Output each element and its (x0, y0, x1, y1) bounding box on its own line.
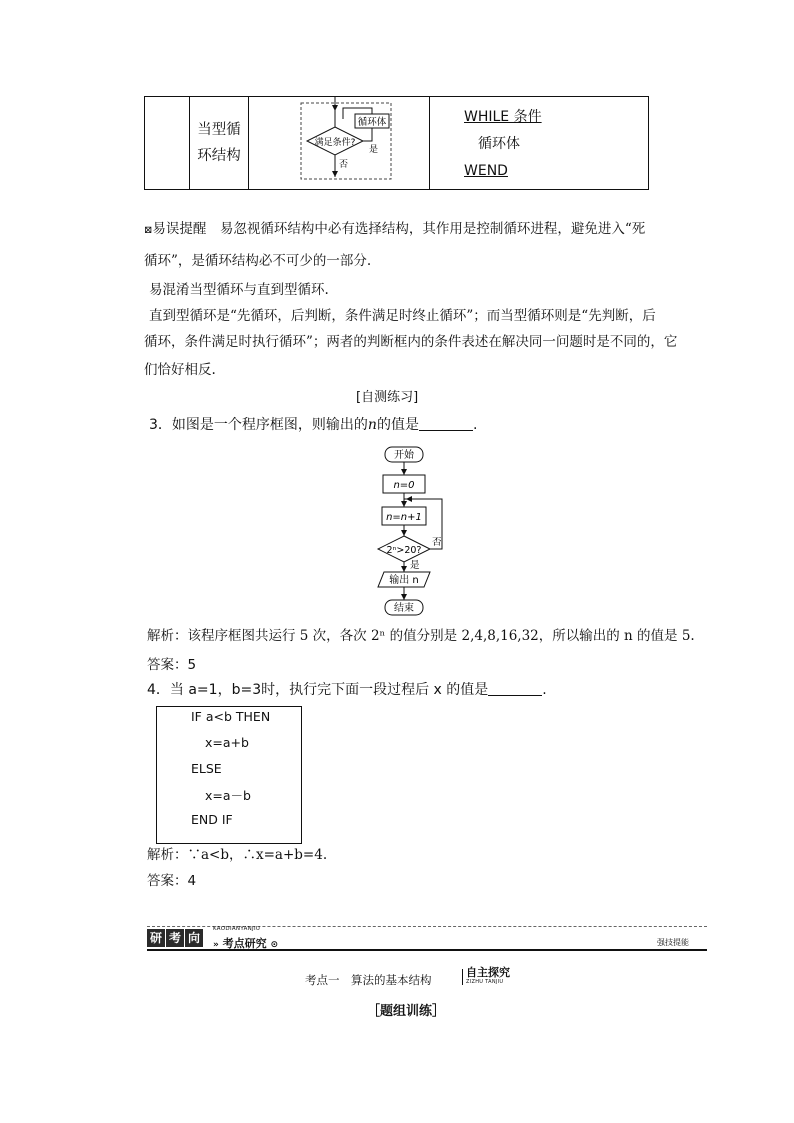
flow-yes-label: 是 (410, 560, 420, 571)
loop-body-label: 循环体 (357, 117, 387, 128)
condition-label: 满足条件? (314, 138, 356, 148)
banner-char-1: 研 (147, 929, 165, 947)
q3-answer: 答案：5 (147, 657, 197, 673)
while-code-line3: WEND (464, 163, 508, 179)
q3-question: 3．如图是一个程序框图，则输出的n的值是 . (149, 417, 478, 433)
flow-init-label: n=0 (393, 480, 415, 491)
tips-heading: 易误提醒 (152, 221, 207, 237)
banner-title: » 考点研究 ⊙ (213, 937, 279, 950)
q3-answer-blank (419, 416, 473, 431)
banner-char-3: 向 (185, 929, 203, 947)
banner-right-label: 强技提能 (657, 938, 689, 947)
q3-analysis: 解析：该程序框图共运行 5 次，各次 2ⁿ 的值分别是 2,4,8,16,32，所以输出的 n 的值是 5. (147, 628, 695, 644)
tips-line2: 循环”，是循环结构必不可少的一部分. (144, 253, 372, 269)
q3-var: n (367, 417, 377, 433)
banner-char-2: 考 (166, 929, 184, 947)
tips-line1 (144, 219, 674, 241)
q4-code-line3: ELSE (191, 761, 222, 776)
tips-line6: 们恰好相反. (144, 362, 216, 378)
structure-name-cell (190, 97, 249, 190)
q4-answer: 答案：4 (147, 873, 197, 889)
tips-marker-icon: ⊠ (144, 225, 153, 236)
tips-line4: 直到型循环是“先循环，后判断，条件满足时终止循环”；而当型循环则是“先判断，后 (149, 308, 656, 324)
tips-line5: 循环，条件满足时执行循环”；两者的判断框内的条件表述在解决同一问题时是不同的，它 (144, 334, 678, 350)
banner-blocks (147, 929, 203, 947)
q3-flowchart (370, 444, 470, 620)
tips-line3: 易混淆当型循环与直到型循环. (149, 282, 329, 298)
q4-analysis: 解析：∵a<b，∴x=a+b=4. (147, 847, 328, 863)
yes-label: 是 (369, 145, 379, 155)
section-badge: 自主探究 (466, 966, 510, 979)
section-title: 考点一 算法的基本结构 (305, 973, 432, 987)
banner-pinyin: KAODIANYANJIU (213, 926, 261, 932)
while-code-line2: 循环体 (478, 136, 520, 152)
structure-name-line1: 当型循 (197, 122, 241, 138)
q4-code-line4: x=a－b (205, 788, 251, 803)
structure-name-line2: 环结构 (197, 148, 241, 164)
tips-text1: 易忽视循环结构中必有选择结构，其作用是控制循环进程，避免进入“死 (219, 221, 646, 237)
loop-structure-table (144, 96, 649, 190)
flow-end-label: 结束 (394, 603, 414, 614)
training-heading: ［题组训练］ (367, 1004, 446, 1019)
flow-step-label: n=n+1 (386, 512, 422, 523)
section-badge-pinyin: ZIZHU TANJIU (466, 979, 504, 985)
table-empty-cell (145, 97, 190, 190)
q4-code-line2: x=a+b (205, 735, 249, 750)
flow-no-label: 否 (432, 537, 442, 548)
q4-code-box (156, 706, 302, 844)
while-code-line1: WHILE 条件 (464, 109, 542, 125)
code-cell (430, 97, 649, 190)
while-loop-flowchart (249, 97, 429, 189)
flow-cond-label: 2ⁿ>20? (386, 545, 422, 556)
flowchart-cell (249, 97, 430, 190)
self-test-heading: [自测练习] (356, 390, 419, 405)
flow-start-label: 开始 (394, 450, 414, 461)
flow-output-label: 输出 n (389, 575, 419, 586)
no-label: 否 (339, 160, 349, 170)
q4-question: 4．当 a=1，b=3时，执行完下面一段过程后 x 的值是 . (147, 682, 547, 698)
section-divider (462, 969, 463, 985)
q4-code-line5: END IF (191, 812, 233, 827)
q4-answer-blank (488, 681, 542, 696)
circle-arrow-icon: ⊙ (270, 940, 279, 950)
q4-code-line1: IF a<b THEN (191, 709, 271, 724)
